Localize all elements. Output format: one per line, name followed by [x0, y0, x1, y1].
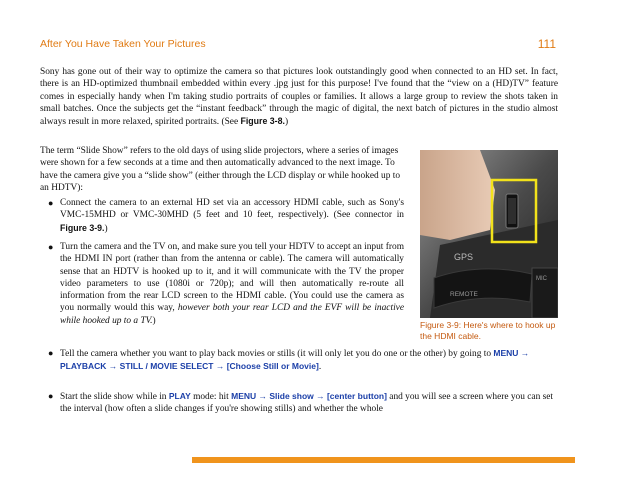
list-item — [48, 197, 404, 235]
play-mode-label: PLAY — [168, 391, 191, 401]
bullet-glyph: ● — [48, 391, 54, 401]
remote-label: REMOTE — [450, 291, 478, 298]
bullet-text: Tell the camera whether you want to play back movies or stills (it will only let you do one or the other) by going to — [60, 349, 494, 359]
chapter-title: After You Have Taken Your Pictures — [40, 38, 206, 50]
camera-hdmi-photo — [420, 150, 558, 318]
bullet-text: and you will see a screen where you can set the interval (how often a slide changes if you're showing stills) and whether the whole — [60, 392, 554, 415]
bullet-end: ) — [152, 315, 156, 326]
intro-end: ) — [284, 117, 289, 128]
list-item — [48, 347, 558, 374]
bullet-glyph: ● — [48, 198, 54, 208]
intro-paragraph — [40, 66, 558, 128]
footer-rule — [192, 457, 575, 463]
intro-text: Sony has gone out of their way to optimize the camera so that pictures look outstandingly good when connected to an HD set. In fact, there is an HD-optimized thumbnail embedded within every .jpg just for this purpose! I've found that the “view on a (HD)TV” feature comes in especially handy when I'm taking studio portraits of couples or families. It allows a large group to review the shots taken in small batches. Once the subjects get the “instant feedback” through the magic of digital, the next batch of pictures in the studio almost always result in more relaxed, spirited portraits. (See — [40, 67, 558, 128]
menu-path: MENU → PLAYBACK → STILL / MOVIE SELECT → [Choose Still or Movie] — [60, 348, 530, 372]
bullet-end: . — [318, 362, 322, 373]
figure-ref-3-9: Figure 3-9. — [60, 222, 105, 233]
bullet-text: Start the slide show while in — [60, 392, 169, 402]
list-item — [48, 241, 404, 327]
camera-side-illustration — [420, 150, 558, 318]
bullet-text: Connect the camera to an external HD set via an accessory HDMI cable, such as Sony's VMC-15MHD or VMC-30MHD (5 feet and 10 feet, respectively). (See connector in — [60, 198, 404, 221]
slide-show-paragraph: The term “Slide Show” refers to the old days of using slide projectors, where a series of images were shown for a few seconds at a time and then automatically advanced to the next image. To have the camera give you a “slide show” (either through the LCD display or while hooked up to an HDTV): — [40, 146, 401, 193]
list-item — [48, 390, 558, 416]
bullet-end: ) — [104, 223, 108, 234]
gps-label: GPS — [454, 252, 474, 262]
bullet-glyph: ● — [48, 242, 54, 252]
bullet-text: mode: hit — [190, 392, 232, 402]
running-header — [40, 38, 556, 50]
bullet-glyph: ● — [48, 348, 54, 358]
bullet-text: Turn the camera and the TV on, and make sure you tell your HDTV to accept an input from the HDMI IN port (rather than from the antenna or cable). The camera will automatically sense that an HDTV is hooked up to it, and it will communicate with the TV the proper video parameters to use (1080i or 720p); and will then automatically re-route all information from the rear LCD screen to the HDMI cable. (You could use the camera as you normally would this way, — [60, 242, 404, 314]
figure-ref-3-8: Figure 3-8. — [240, 116, 285, 127]
bullet-italic: however both your rear LCD and the EVF will be inactive while hooked up to a TV. — [60, 303, 404, 326]
page-number: 111 — [537, 37, 556, 51]
finger — [420, 150, 495, 240]
figure-caption: Figure 3-9: Here's where to hook up the HDMI cable. — [420, 320, 556, 341]
menu-path: MENU → Slide show → [center button] — [231, 391, 387, 401]
mic-label: MIC — [536, 276, 547, 282]
